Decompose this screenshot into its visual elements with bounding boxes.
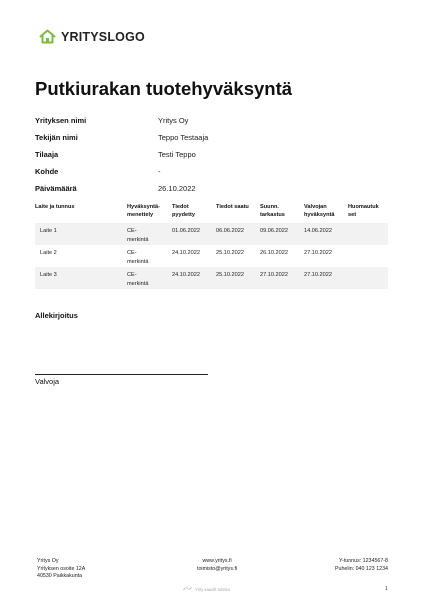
powered-by <box>183 586 230 592</box>
cell-method: CE- merkintä <box>127 250 149 265</box>
header-received: Tiedot saatu <box>216 204 249 210</box>
header-device: Laite ja tunnus <box>35 204 75 210</box>
info-row-author <box>35 129 395 146</box>
cell-device: Laite 2 <box>40 250 57 257</box>
cell-approval: 27.10.2022 <box>304 272 332 279</box>
cell-method: CE- merkintä <box>127 228 149 243</box>
info-label: Yrityksen nimi <box>35 116 87 125</box>
info-row-date <box>35 180 395 197</box>
page-number: 1 <box>385 586 388 592</box>
cell-method: CE- merkintä <box>127 272 149 287</box>
table-row <box>35 245 388 267</box>
approval-table <box>35 204 388 289</box>
header-requested: Tiedot pyydetty <box>172 204 196 218</box>
table-row <box>35 223 388 245</box>
info-row-client <box>35 146 395 163</box>
info-label: Kohde <box>35 167 59 176</box>
powered-by-text: Yrity kaavilt tulosta <box>195 586 230 592</box>
cell-requested: 01.06.2022 <box>172 228 200 235</box>
cell-device: Laite 1 <box>40 228 57 235</box>
cell-received: 25.10.2022 <box>216 272 244 279</box>
logo-text: YRITYSLOGO <box>61 29 145 44</box>
cell-approval: 14.06.2022 <box>304 228 332 235</box>
cell-device: Laite 3 <box>40 272 57 279</box>
header-notes: Huomautuk set <box>348 204 379 218</box>
company-logo <box>39 29 145 44</box>
header-approval: Valvojan hyväksyntä <box>304 204 335 218</box>
brand-mark-icon <box>183 586 192 592</box>
cell-design-check: 09.06.2022 <box>260 228 288 235</box>
document-title: Putkiurakan tuotehyväksyntä <box>35 78 293 99</box>
info-label: Päivämäärä <box>35 184 77 193</box>
info-value: - <box>158 167 161 176</box>
signature-heading: Allekirjoitus <box>35 311 78 320</box>
cell-requested: 24.10.2022 <box>172 250 200 257</box>
cell-requested: 24.10.2022 <box>172 272 200 279</box>
cell-design-check: 26.10.2022 <box>260 250 288 257</box>
header-method: Hyväksyntä- menettely <box>127 204 160 218</box>
table-header <box>35 204 388 223</box>
info-value: Teppo Testaaja <box>158 133 209 142</box>
info-value: Yritys Oy <box>158 116 189 125</box>
cell-received: 25.10.2022 <box>216 250 244 257</box>
info-value: Testi Teppo <box>158 150 196 159</box>
footer-company: Yritys Oy Yrityksen osoite 12A 40530 Paikkakunta <box>37 558 86 579</box>
info-value: 26.10.2022 <box>158 184 196 193</box>
header-design-check: Suunn. tarkastus <box>260 204 285 218</box>
cell-approval: 27.10.2022 <box>304 250 332 257</box>
table-row <box>35 267 388 289</box>
cell-design-check: 27.10.2022 <box>260 272 288 279</box>
info-row-site <box>35 163 395 180</box>
footer-business-id: Y-tunnus: 1234567-8 Puhelin: 040 123 1234 <box>334 558 388 572</box>
signature-line <box>35 374 208 375</box>
info-section <box>35 112 395 197</box>
info-label: Tekijän nimi <box>35 133 78 142</box>
signature-role: Valvoja <box>35 377 60 386</box>
cell-received: 06.06.2022 <box>216 228 244 235</box>
footer-contact: www.yritys.fi toimisto@yritys.fi <box>197 558 238 572</box>
info-label: Tilaaja <box>35 150 59 159</box>
house-icon <box>39 29 56 44</box>
info-row-company <box>35 112 395 129</box>
